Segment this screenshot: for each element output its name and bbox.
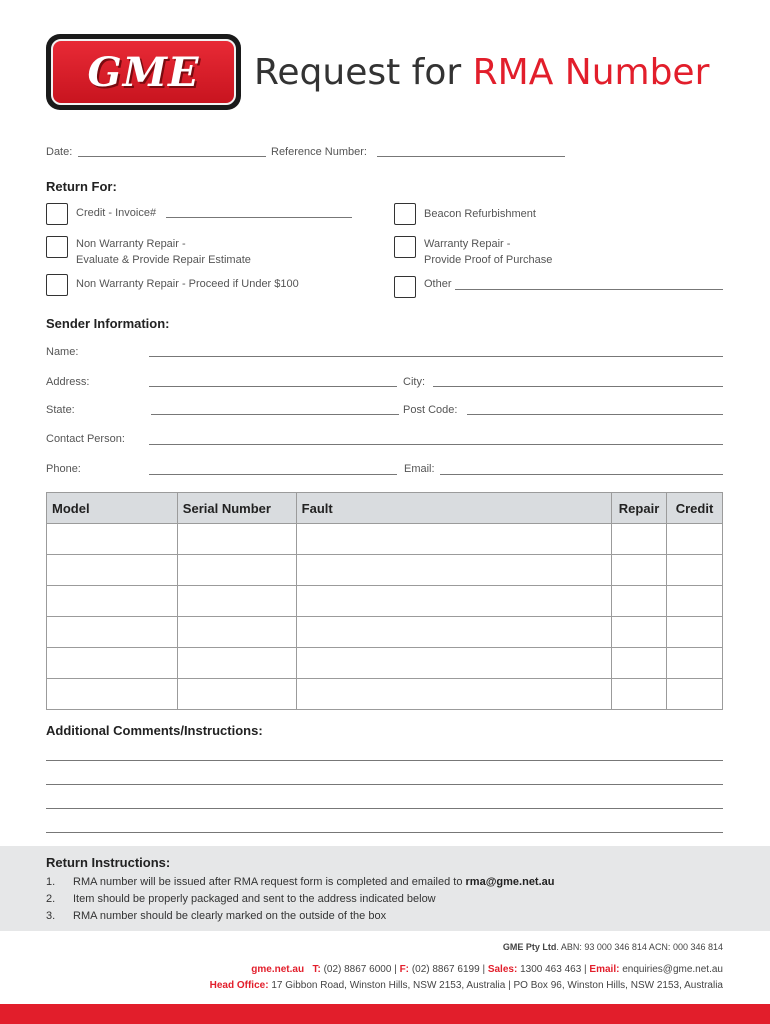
- fax-value: (02) 8867 6199: [411, 964, 480, 975]
- sales-label: Sales:: [487, 964, 518, 975]
- credit-invoice-label: Credit - Invoice#: [76, 207, 157, 219]
- title-prefix: Request for: [254, 52, 473, 93]
- other-checkbox[interactable]: [394, 276, 416, 298]
- state-label: State:: [46, 404, 75, 416]
- name-field[interactable]: [149, 356, 723, 357]
- other-field[interactable]: [455, 289, 723, 290]
- abn-acn: . ABN: 93 000 346 814 ACN: 000 346 814: [556, 942, 723, 952]
- reference-field[interactable]: [377, 156, 565, 157]
- phone-label: T:: [312, 964, 321, 975]
- credit-cell[interactable]: [667, 524, 723, 555]
- fault-cell[interactable]: [296, 648, 611, 679]
- repair-cell[interactable]: [612, 586, 667, 617]
- email-field[interactable]: [440, 474, 723, 475]
- fault-cell[interactable]: [296, 524, 611, 555]
- date-label: Date:: [46, 146, 73, 158]
- non-warranty-proceed-label: Non Warranty Repair - Proceed if Under $100: [76, 278, 299, 290]
- phone-value: (02) 8867 6000: [323, 964, 392, 975]
- serial-cell[interactable]: [177, 679, 296, 710]
- model-cell[interactable]: [47, 679, 178, 710]
- head-office-label: Head Office:: [209, 980, 269, 991]
- instruction-item: Item should be properly packaged and sent to the address indicated below: [73, 893, 436, 905]
- city-label: City:: [403, 376, 425, 388]
- warranty-repair-label-2: Provide Proof of Purchase: [424, 254, 553, 266]
- address-label: Address:: [46, 376, 90, 388]
- fault-cell[interactable]: [296, 617, 611, 648]
- serial-cell[interactable]: [177, 617, 296, 648]
- table-row: [47, 679, 723, 710]
- comments-heading: Additional Comments/Instructions:: [46, 723, 263, 738]
- credit-cell[interactable]: [667, 586, 723, 617]
- address-line: [210, 980, 723, 991]
- phone-label: Phone:: [46, 463, 81, 475]
- model-cell[interactable]: [47, 648, 178, 679]
- table-row: [47, 555, 723, 586]
- warranty-repair-label-1: Warranty Repair -: [424, 238, 511, 250]
- repair-cell[interactable]: [612, 617, 667, 648]
- credit-cell[interactable]: [667, 555, 723, 586]
- return-for-heading: Return For:: [46, 179, 117, 194]
- beacon-refurbishment-label: Beacon Refurbishment: [424, 208, 536, 220]
- non-warranty-estimate-label-1: Non Warranty Repair -: [76, 238, 186, 250]
- post-code-field[interactable]: [467, 414, 723, 415]
- serial-cell[interactable]: [177, 586, 296, 617]
- instruction-item: RMA number should be clearly marked on the outside of the box: [73, 910, 387, 922]
- model-cell[interactable]: [47, 617, 178, 648]
- invoice-number-field[interactable]: [166, 217, 352, 218]
- instruction-text: RMA number will be issued after RMA request form is completed and emailed to: [73, 876, 466, 888]
- email-footer-label: Email:: [589, 964, 620, 975]
- logo-text: GME: [87, 48, 200, 96]
- fault-cell[interactable]: [296, 555, 611, 586]
- contact-person-field[interactable]: [149, 444, 723, 445]
- table-row: [47, 648, 723, 679]
- non-warranty-proceed-checkbox[interactable]: [46, 274, 68, 296]
- name-label: Name:: [46, 346, 79, 358]
- sender-heading: Sender Information:: [46, 316, 170, 331]
- serial-number-column-header: Serial Number: [177, 493, 296, 524]
- instructions-heading: Return Instructions:: [46, 855, 171, 870]
- non-warranty-estimate-label-2: Evaluate & Provide Repair Estimate: [76, 254, 251, 266]
- separator: |: [394, 964, 397, 975]
- logo-badge: [51, 39, 236, 105]
- repair-column-header: Repair: [612, 493, 667, 524]
- fault-cell[interactable]: [296, 679, 611, 710]
- company-name: GME Pty Ltd: [502, 942, 557, 952]
- fault-cell[interactable]: [296, 586, 611, 617]
- non-warranty-estimate-checkbox[interactable]: [46, 236, 68, 258]
- serial-cell[interactable]: [177, 524, 296, 555]
- instruction-item: [73, 876, 555, 888]
- model-cell[interactable]: [47, 524, 178, 555]
- email-label: Email:: [404, 463, 435, 475]
- model-cell[interactable]: [47, 555, 178, 586]
- email-footer-value[interactable]: enquiries@gme.net.au: [622, 964, 723, 975]
- table-header-row: [47, 493, 723, 524]
- repair-cell[interactable]: [612, 648, 667, 679]
- title-accent: RMA Number: [472, 52, 710, 93]
- separator: |: [482, 964, 486, 975]
- beacon-refurbishment-checkbox[interactable]: [394, 203, 416, 225]
- other-label: Other: [424, 278, 452, 290]
- instruction-number: 2.: [46, 893, 56, 905]
- repair-cell[interactable]: [612, 555, 667, 586]
- table-row: [47, 586, 723, 617]
- instruction-number: 3.: [46, 910, 56, 922]
- model-column-header: Model: [47, 493, 178, 524]
- comments-line[interactable]: [46, 784, 723, 785]
- table-row: [47, 524, 723, 555]
- instruction-number: 1.: [46, 876, 56, 888]
- footer-red-bar: [0, 1004, 770, 1024]
- credit-column-header: Credit: [667, 493, 723, 524]
- company-registration: [503, 942, 723, 952]
- contact-line: [251, 964, 723, 975]
- head-office-address: 17 Gibbon Road, Winston Hills, NSW 2153, Australia | PO Box 96, Winston Hills, NSW 2153, Australia: [271, 980, 723, 991]
- rma-items-table: [46, 492, 723, 710]
- credit-cell[interactable]: [667, 679, 723, 710]
- reference-label: Reference Number:: [271, 146, 367, 158]
- comments-line[interactable]: [46, 832, 723, 833]
- website-link[interactable]: gme.net.au: [251, 964, 305, 975]
- serial-cell[interactable]: [177, 555, 296, 586]
- page-title: [254, 52, 709, 93]
- post-code-label: Post Code:: [403, 404, 458, 416]
- fault-column-header: Fault: [296, 493, 611, 524]
- phone-field[interactable]: [149, 474, 397, 475]
- city-field[interactable]: [433, 386, 723, 387]
- model-cell[interactable]: [47, 586, 178, 617]
- contact-person-label: Contact Person:: [46, 433, 125, 445]
- separator: |: [584, 964, 587, 975]
- credit-cell[interactable]: [667, 617, 723, 648]
- address-field[interactable]: [149, 386, 397, 387]
- comments-line[interactable]: [46, 808, 723, 809]
- rma-email-link[interactable]: rma@gme.net.au: [465, 876, 555, 888]
- credit-cell[interactable]: [667, 648, 723, 679]
- credit-invoice-checkbox[interactable]: [46, 203, 68, 225]
- warranty-repair-checkbox[interactable]: [394, 236, 416, 258]
- serial-cell[interactable]: [177, 648, 296, 679]
- table-row: [47, 617, 723, 648]
- repair-cell[interactable]: [612, 524, 667, 555]
- comments-line[interactable]: [46, 760, 723, 761]
- gme-logo: [46, 34, 241, 110]
- date-field[interactable]: [78, 156, 266, 157]
- repair-cell[interactable]: [612, 679, 667, 710]
- state-field[interactable]: [151, 414, 399, 415]
- sales-value: 1300 463 463: [520, 964, 582, 975]
- fax-label: F:: [399, 964, 410, 975]
